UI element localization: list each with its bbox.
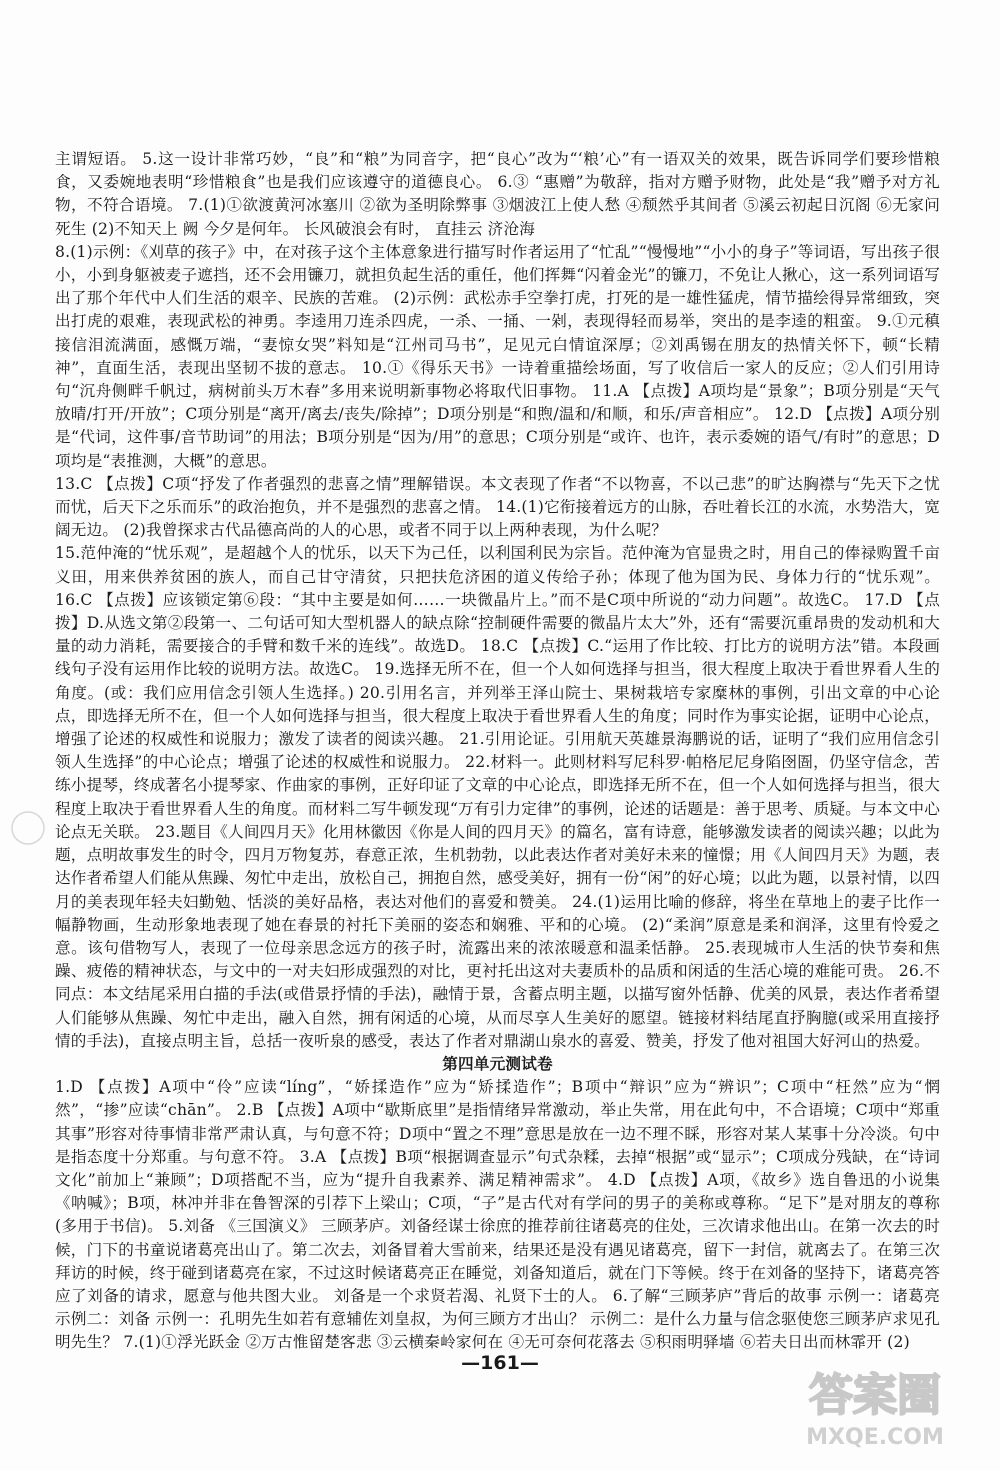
page-number: —161— bbox=[461, 1352, 539, 1374]
faint-stamp bbox=[8, 808, 48, 848]
watermark-line1: 答案圈 bbox=[809, 1370, 941, 1421]
watermark-icon bbox=[790, 1348, 960, 1453]
paragraph-2: 8.(1)示例：《刈草的孩子》中，在对孩子这个主体意象进行描写时作者运用了“忙乱”“慢慢地”“小小的身子”等词语，写出孩子很小，小到身躯被麦子遮挡，还不会用镰刀，就担负起生活的重任，他们挥舞“闪着金光”的镰刀，不免让人揪心，这一系列词语写出了那个年代中人们生活的艰辛、民族的苦难。 (2)示例：武松赤手空拳打虎，打死的是一雄性猛虎，情节描绘得异常细致，突出打虎的艰难，表现武松的神勇。李逵用刀连杀四虎，一杀、一捅、一剁，表现得轻而易举，突出的是李逵的粗蛮。 9.①元稹接信泪流满面，感慨万端，“妻惊女哭”料知是“江州司马书”，足见元白情谊深厚；②刘禹锡在朋友的热情关怀下，顿“长精神”，直面生活，表现出坚韧不拔的意志。 10.①《得乐天书》一诗着重描绘场面，写了收信后一家人的反应；②人们引用诗句“沉舟侧畔千帆过，病树前头万木春”多用来说明新事物必将取代旧事物。 11.A 【点拨】A项均是“景象”；B项分别是“天气放晴/打开/开放”；C项分别是“离开/离去/丧失/除掉”；D项分别是“和煦/温和/和顺，和乐/声音相应”。 12.D 【点拨】A项分别是“代词，这件事/音节助词”的用法；B项分别是“因为/用”的意思；C项分别是“或许、也许，表示委婉的语气/有时”的意思；D项均是“表推测，大概”的意思。 bbox=[55, 242, 941, 470]
watermark-logo bbox=[790, 1348, 960, 1453]
paragraph-5: 1.D 【点拨】A项中“伶”应读“líng”，“娇揉造作”应为“矫揉造作”；B项中“辩识”应为“辨识”；C项中“枉然”应为“惘然”，“掺”应读“chān”。 2.B 【点拨】A项中“歇斯底里”是指情绪异常激动，举止失常，用在此句中，不合语境；C项中“郑重其事”形容对待事情非常严肃认真，与句意不符；D项中“置之不理”意思是放在一边不理不睬，形容对某人某事十分冷淡。句中是指态度十分郑重。与句意不符。 3.A 【点拨】B项“根据调查显示”句式杂糅，去掉“根据”或“显示”；C项成分残缺，在“诗词文化”前加上“兼顾”；D项搭配不当，应为“提升自我素养、满足精神需求”。 4.D 【点拨】A项，《故乡》选自鲁迅的小说集《呐喊》；B项，林冲并非在鲁智深的引荐下上梁山；C项，“子”是古代对有学问的男子的美称或尊称。“足下”是对朋友的尊称(多用于书信)。 5.刘备 《三国演义》 三顾茅庐。刘备经谋士徐庶的推荐前往诸葛亮的住处，三次请求他出山。在第一次去的时候，门下的书童说诸葛亮出山了。第二次去，刘备冒着大雪前来，结果还是没有遇见诸葛亮，留下一封信，就离去了。在第三次拜访的时候，终于碰到诸葛亮在家，不过这时候诸葛亮正在睡觉，刘备知道后，就在门下等候。终于在刘备的坚持下，诸葛亮答应了刘备的请求，愿意与他共图大业。 刘备是一个求贤若渴、礼贤下士的人。 6.了解“三顾茅庐”背后的故事 示例一：诸葛亮 示例二：刘备 示例一：孔明先生如若有意辅佐刘皇叔，为何三顾方才出山？ 示例二：是什么力量与信念驱使您三顾茅庐求见孔明先生？ 7.(1)①浮光跃金 ②万古惟留楚客悲 ③云横秦岭家何在 ④无可奈何花落去 ⑤积雨明驿墙 ⑥若夫日出而林霏开 (2) bbox=[55, 1078, 940, 1352]
section-title: 第四单元测试卷 bbox=[442, 1054, 553, 1073]
paragraph-4: 15.范仲淹的“忧乐观”，是超越个人的忧乐，以天下为己任，以利国利民为宗旨。范仲淹为官显贵之时，用自己的俸禄购置千亩义田，用来供养贫困的族人，而自己甘守清贫，只把扶危济困的道义传给子孙；体现了他为国为民、身体力行的“忧乐观”。 16.C 【点拨】应该锁定第⑥段：“其中主要是如何……一块微晶片上。”而不是C项中所说的“动力问题”。故选C。 17.D 【点拨】D.从选文第②段第一、二句话可知大型机器人的缺点除“控制硬件需要的微晶片太大”外，还有“需要沉重昂贵的发动机和大量的动力消耗，需要接合的手臂和数千米的连线”。故选D。 18.C 【点拨】C.“运用了作比较、打比方的说明方法”错。本段画线句子没有运用作比较的说明方法。故选C。 19.选择无所不在，但一个人如何选择与担当，很大程度上取决于看世界看人生的角度。(或：我们应用信念引领人生选择。) 20.引用名言，并列举王泽山院士、果树栽培专家糜林的事例，引出文章的中心论点，即选择无所不在，但一个人如何选择与担当，很大程度上取决于看世界看人生的角度；同时作为事实论据，证明中心论点，增强了论述的权威性和说服力；激发了读者的阅读兴趣。 21.引用论证。引用航天英雄景海鹏说的话，证明了“我们应用信念引领人生选择”的中心论点；增强了论述的权威性和说服力。 22.材料一。此则材料写尼科罗·帕格尼尼身陷囹圄，仍坚守信念，苦练小提琴，终成著名小提琴家、作曲家的事例，正好印证了文章的中心论点，即选择无所不在，但一个人如何选择与担当，很大程度上取决于看世界看人生的角度。而材料二写牛顿发现“万有引力定律”的事例，论述的话题是：善于思考、质疑。与本文中心论点无关联。 23.题目《人间四月天》化用林徽因《你是人间的四月天》的篇名，富有诗意，能够激发读者的阅读兴趣；以此为题，点明故事发生的时令，四月万物复苏，春意正浓，生机勃勃，以此表达作者对美好未来的憧憬；用《人间四月天》为题，表达作者希望人们能从焦躁、匆忙中走出，放松自己，拥抱自然，感受美好，拥有一份“闲”的好心境；以此为题，以景衬情，以四月的美表现年轻夫妇勤勉、恬淡的美好品格，表达对他们的喜爱和赞美。 24.(1)运用比喻的修辞，将坐在草地上的妻子比作一幅静物画，生动形象地表现了她在春景的衬托下美丽的姿态和娴雅、平和的心境。 (2)“柔润”原意是柔和润泽，这里有怜爱之意。该句借物写人，表现了一位母亲思念远方的孩子时，流露出来的浓浓暖意和温柔恬静。 25.表现城市人生活的快节奏和焦躁、疲倦的精神状态，与文中的一对夫妇形成强烈的对比，更衬托出这对夫妻质朴的品质和闲适的生活心境的难能可贵。 26.不同点：本文结尾采用白描的手法(或借景抒情的手法)，融情于景，含蓄点明主题，以描写窗外恬静、优美的风景，表达作者希望人们能够从焦躁、匆忙中走出，融入自然，拥有闲适的心境，从而尽享人生美好的愿望。链接材料结尾直抒胸臆(或采用直接抒情的手法)，直接点明主旨，总括一夜听泉的感受，表达了作者对鼎湖山泉水的喜爱、赞美，抒发了他对祖国大好河山的热爱。 bbox=[55, 544, 941, 1050]
stamp-icon bbox=[8, 808, 48, 848]
watermark-line2: MXQE.COM bbox=[806, 1425, 944, 1450]
paragraph-3: 13.C 【点拨】C项“抒发了作者强烈的悲喜之情”理解错误。本文表现了作者“不以物喜，不以己悲”的旷达胸襟与“先天下之忧而忧，后天下之乐而乐”的政治抱负，并不是强烈的悲喜之情。 14.(1)它衔接着远方的山脉，吞吐着长江的水流，水势浩大，宽阔无边。 (2)我曾探求古代品德高尚的人的心思，或者不同于以上两种表现，为什么呢？ bbox=[55, 474, 940, 540]
paragraph-1: 主谓短语。 5.这一设计非常巧妙，“良”和“粮”为同音字，把“良心”改为“‘粮’心”有一语双关的效果，既告诉同学们要珍惜粮食，又委婉地表明“珍惜粮食”也是我们应该遵守的道德良心。 6.③ “惠赠”为敬辞，指对方赠予财物，此处是“我”赠予对方礼物，不符合语境。 7.(1)①欲渡黄河冰塞川 ②欲为圣明除弊事 ③烟波江上使人愁 ④颓然乎其间者 ⑤溪云初起日沉阁 ⑥无家问死生 (2)不知天上 阙 今夕是何年。 长风破浪会有时， 直挂云 济沧海 bbox=[55, 150, 940, 238]
answer-text-block bbox=[55, 148, 940, 1355]
